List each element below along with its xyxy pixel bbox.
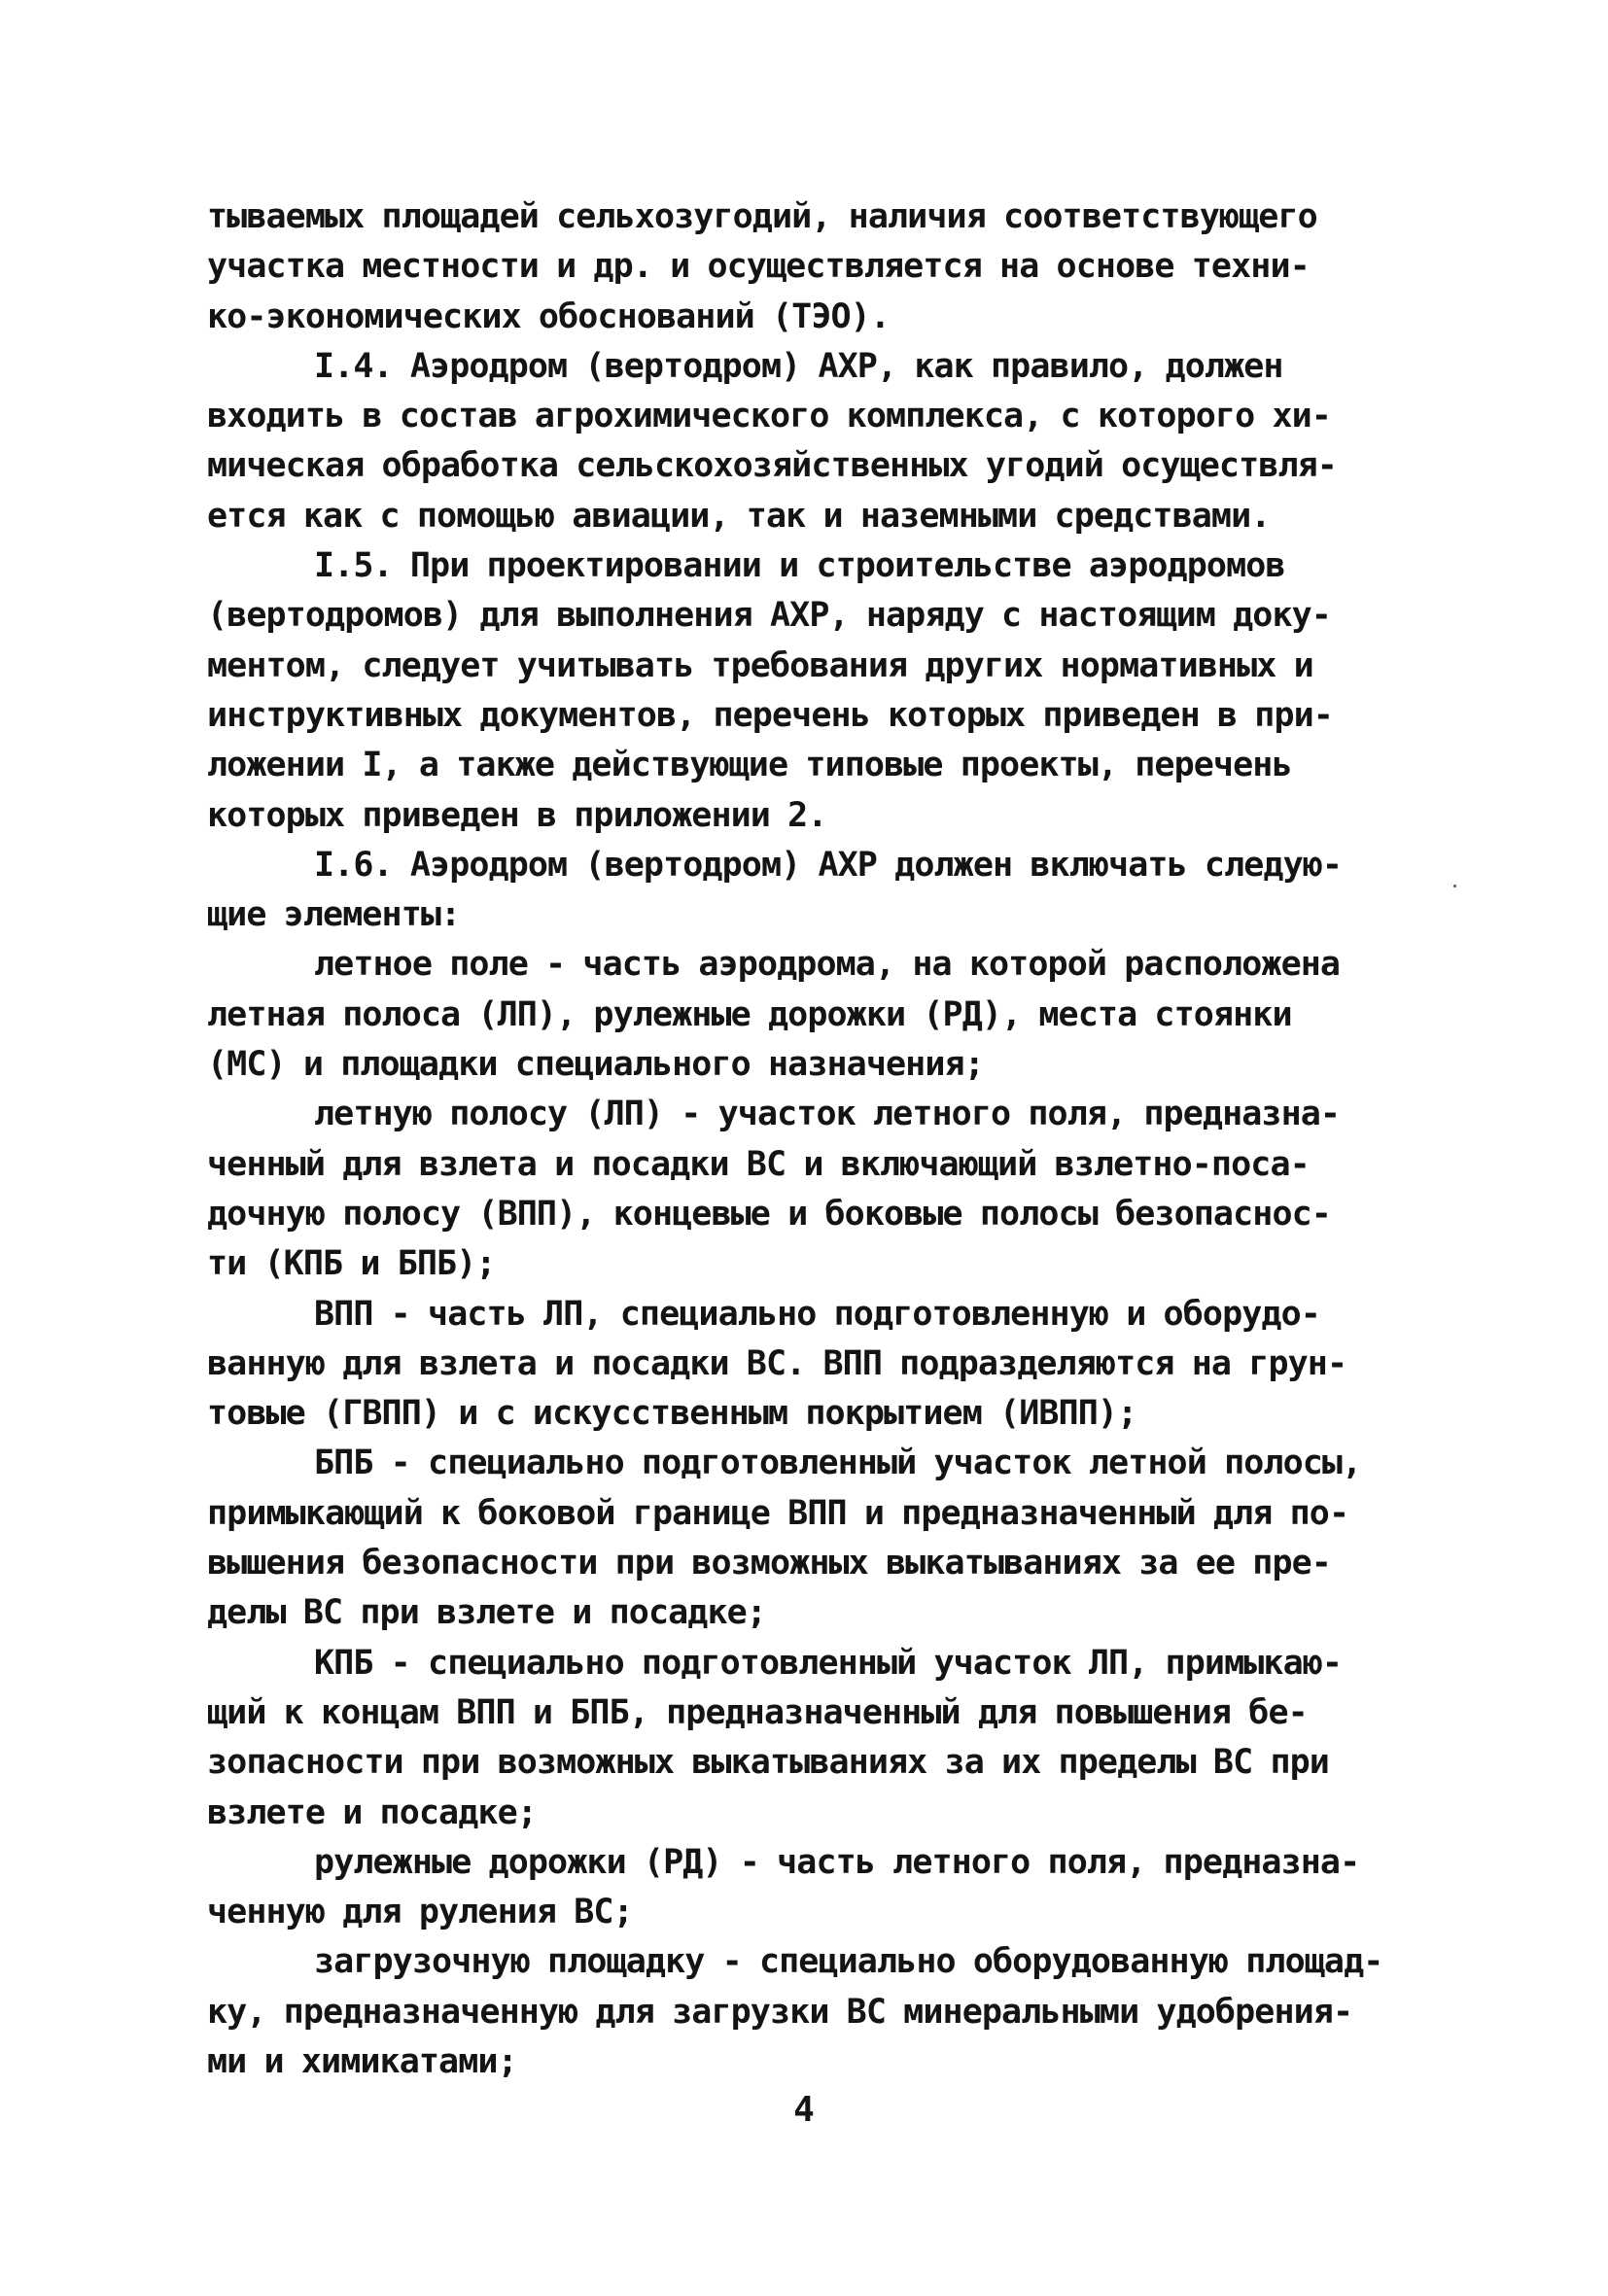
text-line: I.4. Аэродром (вертодром) АХР, как правило, должен <box>314 346 1283 386</box>
text-line: (вертодромов) для выполнения АХР, наряду с настоящим доку- <box>207 596 1331 636</box>
text-line: товые (ГВПП) и с искусственным покрытием (ИВПП); <box>207 1394 1137 1434</box>
scan-speck <box>1453 885 1456 887</box>
text-line: примыкающий к боковой границе ВПП и предназначенный для по- <box>207 1493 1349 1533</box>
text-line: ванную для взлета и посадки ВС. ВПП подразделяются на грун- <box>207 1343 1347 1383</box>
text-line: взлете и посадке; <box>207 1792 537 1832</box>
text-line: загрузочную площадку - специально оборудованную площад- <box>314 1942 1383 1982</box>
text-line: ченный для взлета и посадки ВС и включающий взлетно-поса- <box>207 1144 1310 1184</box>
text-line: ти (КПБ и БПБ); <box>207 1244 496 1284</box>
text-line: ется как с помощью авиации, так и наземными средствами. <box>207 496 1271 536</box>
text-line: БПБ - специально подготовленный участок летной полосы, <box>314 1444 1362 1483</box>
text-line: летное поле - часть аэродрома, на которой расположена <box>314 945 1341 985</box>
text-line: ко-экономических обоснований (ТЭО). <box>207 296 891 336</box>
text-line: ку, предназначенную для загрузки ВС минеральными удобрения- <box>207 1992 1353 2032</box>
text-line: рулежные дорожки (РД) - часть летного поля, предназна- <box>314 1842 1360 1882</box>
text-line: КПБ - специально подготовленный участок ЛП, примыкаю- <box>314 1643 1343 1683</box>
text-line: летная полоса (ЛП), рулежные дорожки (РД), места стоянки <box>207 994 1292 1034</box>
text-line: щие элементы: <box>207 895 461 935</box>
text-line: ми и химикатами; <box>207 2041 517 2081</box>
body-text <box>207 192 1413 2087</box>
text-line: ментом, следует учитывать требования других нормативных и <box>207 645 1313 685</box>
text-line: делы ВС при взлете и посадке; <box>207 1593 766 1633</box>
text-line: ложении I, а также действующие типовые проекты, перечень <box>207 746 1292 785</box>
text-line: ВПП - часть ЛП, специально подготовленную и оборудо- <box>314 1294 1320 1334</box>
text-line: летную полосу (ЛП) - участок летного поля, предназна- <box>314 1095 1341 1134</box>
text-line: вышения безопасности при возможных выкатываниях за ее пре- <box>207 1544 1331 1583</box>
text-line: участка местности и др. и осуществляется на основе техни- <box>207 247 1310 287</box>
text-line: щий к концам ВПП и БПБ, предназначенный для повышения бе- <box>207 1692 1308 1732</box>
text-line: I.5. При проектировании и строительстве аэродромов <box>314 546 1285 586</box>
text-line: входить в состав агрохимического комплекса, с которого хи- <box>207 397 1331 436</box>
text-line: I.6. Аэродром (вертодром) АХР должен включать следую- <box>314 845 1343 885</box>
text-line: ченную для руления ВС; <box>207 1893 633 1932</box>
text-line: которых приведен в приложении 2. <box>207 795 827 835</box>
text-line: (МС) и площадки специального назначения; <box>207 1045 984 1085</box>
text-line: мическая обработка сельскохозяйственных угодий осуществля- <box>207 446 1337 486</box>
text-line: дочную полосу (ВПП), концевые и боковые полосы безопаснос- <box>207 1194 1331 1234</box>
text-line: инструктивных документов, перечень которых приведен в при- <box>207 695 1333 735</box>
page-number: 4 <box>793 2090 815 2130</box>
text-line: зопасности при возможных выкатываниях за их пределы ВС при <box>207 1743 1329 1783</box>
text-line: тываемых площадей сельхозугодий, наличия соответствующего <box>207 197 1317 236</box>
